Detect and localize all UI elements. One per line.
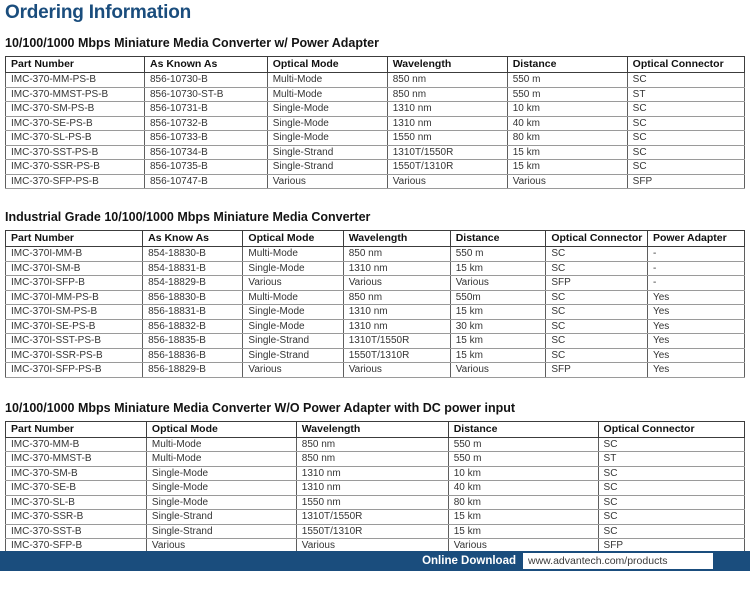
table-row <box>6 481 745 496</box>
table-cell: IMC-370-MMST-B <box>6 452 147 467</box>
table-cell: 856-18832-B <box>143 319 243 334</box>
table-cell: SFP <box>598 539 744 554</box>
column-header: Part Number <box>6 231 143 247</box>
table-cell: IMC-370-SE-PS-B <box>6 116 145 131</box>
table-cell: SC <box>598 437 744 452</box>
table-cell: SFP <box>546 276 648 291</box>
table-cell: IMC-370I-SM-PS-B <box>6 305 143 320</box>
table-cell: Multi-Mode <box>146 437 296 452</box>
table-cell: 856-10747-B <box>145 174 268 189</box>
table-row <box>6 495 745 510</box>
table-cell: 550m <box>450 290 546 305</box>
table-cell: IMC-370I-MM-B <box>6 247 143 262</box>
table-cell: IMC-370I-SSR-PS-B <box>6 348 143 363</box>
section-power-adapter <box>5 36 745 189</box>
table-cell: SC <box>598 481 744 496</box>
table-cell: Single-Strand <box>267 145 387 160</box>
column-header: Wavelength <box>296 421 448 437</box>
table-cell: IMC-370-MM-B <box>6 437 147 452</box>
table-cell: 550 m <box>507 87 627 102</box>
page-title: Ordering Information <box>5 2 192 23</box>
table-cell: Multi-Mode <box>243 247 343 262</box>
table-cell: 856-10734-B <box>145 145 268 160</box>
section-heading: 10/100/1000 Mbps Miniature Media Converter w/ Power Adapter <box>5 36 379 50</box>
table-cell: Various <box>243 363 343 378</box>
table-cell: 1310 nm <box>387 102 507 117</box>
column-header: Part Number <box>6 57 145 73</box>
table-row <box>6 305 745 320</box>
table-row <box>6 116 745 131</box>
table-cell: 15 km <box>448 510 598 525</box>
table-cell: 15 km <box>450 261 546 276</box>
table-cell: Various <box>448 539 598 554</box>
table-cell: IMC-370I-MM-PS-B <box>6 290 143 305</box>
table-cell: Yes <box>647 319 744 334</box>
table-cell: IMC-370-SSR-B <box>6 510 147 525</box>
table-cell: 10 km <box>507 102 627 117</box>
table-cell: Single-Mode <box>267 102 387 117</box>
table-cell: Various <box>243 276 343 291</box>
table-row <box>6 437 745 452</box>
table-cell: IMC-370-MMST-PS-B <box>6 87 145 102</box>
table-cell: 550 m <box>448 452 598 467</box>
table-cell: - <box>647 247 744 262</box>
table-row <box>6 524 745 539</box>
table-cell: IMC-370I-SM-B <box>6 261 143 276</box>
table-row <box>6 87 745 102</box>
table-cell: 40 km <box>448 481 598 496</box>
table-cell: 1310T/1550R <box>343 334 450 349</box>
table-cell: Yes <box>647 348 744 363</box>
table-cell: IMC-370-SFP-PS-B <box>6 174 145 189</box>
ordering-table-power-adapter <box>5 56 745 189</box>
table-cell: SC <box>627 131 744 146</box>
table-cell: ST <box>627 87 744 102</box>
table-cell: Yes <box>647 305 744 320</box>
table-cell: 1550T/1310R <box>387 160 507 175</box>
table-cell: 10 km <box>448 466 598 481</box>
table-cell: 15 km <box>448 524 598 539</box>
table-row <box>6 73 745 88</box>
table-cell: 80 km <box>507 131 627 146</box>
column-header: Optical Mode <box>146 421 296 437</box>
table-row <box>6 174 745 189</box>
table-row <box>6 348 745 363</box>
table-cell: 1310 nm <box>296 466 448 481</box>
header-row <box>6 231 745 247</box>
table-cell: 856-18835-B <box>143 334 243 349</box>
table-cell: 40 km <box>507 116 627 131</box>
section-industrial-grade <box>5 210 745 378</box>
table-cell: SC <box>598 524 744 539</box>
table-cell: 1310 nm <box>296 481 448 496</box>
table-cell: Various <box>450 276 546 291</box>
ordering-table-dc-input <box>5 421 745 554</box>
table-cell: Multi-Mode <box>146 452 296 467</box>
table-cell: IMC-370-MM-PS-B <box>6 73 145 88</box>
table-cell: Yes <box>647 334 744 349</box>
table-cell: Single-Mode <box>146 481 296 496</box>
table-cell: Single-Strand <box>267 160 387 175</box>
table-cell: Various <box>387 174 507 189</box>
table-row <box>6 261 745 276</box>
table-cell: 30 km <box>450 319 546 334</box>
column-header: Optical Mode <box>243 231 343 247</box>
column-header: As Known As <box>145 57 268 73</box>
table-cell: 1550 nm <box>387 131 507 146</box>
table-cell: 1550 nm <box>296 495 448 510</box>
table-cell: 856-10735-B <box>145 160 268 175</box>
table-cell: Various <box>146 539 296 554</box>
column-header: Distance <box>450 231 546 247</box>
table-cell: Single-Mode <box>267 131 387 146</box>
header-row <box>6 421 745 437</box>
table-cell: SC <box>627 145 744 160</box>
table-cell: SC <box>546 290 648 305</box>
table-cell: 1550T/1310R <box>296 524 448 539</box>
table-row <box>6 334 745 349</box>
column-header: Part Number <box>6 421 147 437</box>
table-cell: Various <box>450 363 546 378</box>
online-download-label: Online Download <box>422 555 516 567</box>
table-cell: Various <box>296 539 448 554</box>
column-header: Optical Mode <box>267 57 387 73</box>
table-row <box>6 290 745 305</box>
table-row <box>6 363 745 378</box>
table-cell: Various <box>343 276 450 291</box>
column-header: Distance <box>448 421 598 437</box>
table-cell: SC <box>598 495 744 510</box>
table-cell: IMC-370-SL-B <box>6 495 147 510</box>
table-cell: 856-10733-B <box>145 131 268 146</box>
table-cell: SC <box>546 261 648 276</box>
table-cell: 1310 nm <box>343 261 450 276</box>
table-cell: SC <box>627 160 744 175</box>
table-cell: 856-10731-B <box>145 102 268 117</box>
table-cell: 854-18830-B <box>143 247 243 262</box>
table-cell: IMC-370-SST-B <box>6 524 147 539</box>
table-cell: IMC-370-SL-PS-B <box>6 131 145 146</box>
table-cell: 1310T/1550R <box>296 510 448 525</box>
table-cell: 1310 nm <box>387 116 507 131</box>
table-cell: 550 m <box>450 247 546 262</box>
table-cell: 80 km <box>448 495 598 510</box>
table-cell: SFP <box>546 363 648 378</box>
table-row <box>6 160 745 175</box>
table-row <box>6 319 745 334</box>
table-cell: SC <box>546 319 648 334</box>
table-cell: 856-10730-B <box>145 73 268 88</box>
table-row <box>6 466 745 481</box>
column-header: Optical Connector <box>546 231 648 247</box>
table-row <box>6 276 745 291</box>
table-cell: Single-Mode <box>146 495 296 510</box>
column-header: As Know As <box>143 231 243 247</box>
table-cell: 15 km <box>507 160 627 175</box>
table-cell: SC <box>546 348 648 363</box>
table-cell: SC <box>627 102 744 117</box>
table-cell: IMC-370I-SFP-PS-B <box>6 363 143 378</box>
table-row <box>6 510 745 525</box>
table-cell: 854-18831-B <box>143 261 243 276</box>
table-cell: SC <box>546 305 648 320</box>
table-cell: 1310T/1550R <box>387 145 507 160</box>
ordering-table-industrial <box>5 230 745 378</box>
table-cell: SC <box>598 466 744 481</box>
table-cell: Yes <box>647 290 744 305</box>
table-cell: IMC-370-SM-PS-B <box>6 102 145 117</box>
table-cell: 856-10732-B <box>145 116 268 131</box>
table-cell: Yes <box>647 363 744 378</box>
table-cell: Multi-Mode <box>267 87 387 102</box>
header-row <box>6 57 745 73</box>
table-cell: 1550T/1310R <box>343 348 450 363</box>
table-cell: 550 m <box>448 437 598 452</box>
table-cell: Single-Mode <box>267 116 387 131</box>
column-header: Wavelength <box>343 231 450 247</box>
table-cell: SC <box>627 73 744 88</box>
table-cell: IMC-370-SFP-B <box>6 539 147 554</box>
table-row <box>6 102 745 117</box>
table-cell: 1310 nm <box>343 319 450 334</box>
table-cell: - <box>647 261 744 276</box>
table-cell: 1310 nm <box>343 305 450 320</box>
table-cell: IMC-370-SST-PS-B <box>6 145 145 160</box>
table-cell: 550 m <box>507 73 627 88</box>
table-cell: SC <box>546 334 648 349</box>
table-cell: SC <box>627 116 744 131</box>
table-row <box>6 247 745 262</box>
table-cell: Various <box>343 363 450 378</box>
table-cell: IMC-370-SM-B <box>6 466 147 481</box>
table-row <box>6 131 745 146</box>
table-cell: 15 km <box>450 334 546 349</box>
online-download-bar <box>0 551 750 571</box>
table-cell: Single-Strand <box>243 334 343 349</box>
table-cell: SC <box>546 247 648 262</box>
table-cell: 856-18830-B <box>143 290 243 305</box>
table-cell: 15 km <box>450 305 546 320</box>
table-row <box>6 452 745 467</box>
table-cell: Single-Mode <box>243 319 343 334</box>
table-cell: IMC-370-SE-B <box>6 481 147 496</box>
table-cell: 854-18829-B <box>143 276 243 291</box>
table-cell: 850 nm <box>387 87 507 102</box>
table-cell: Single-Strand <box>146 510 296 525</box>
table-cell: 856-18831-B <box>143 305 243 320</box>
column-header: Optical Connector <box>598 421 744 437</box>
table-cell: IMC-370I-SE-PS-B <box>6 319 143 334</box>
table-cell: Single-Mode <box>146 466 296 481</box>
table-cell: SFP <box>627 174 744 189</box>
table-cell: ST <box>598 452 744 467</box>
column-header: Power Adapter <box>647 231 744 247</box>
table-cell: SC <box>598 510 744 525</box>
column-header: Optical Connector <box>627 57 744 73</box>
table-cell: 850 nm <box>296 437 448 452</box>
table-cell: Multi-Mode <box>267 73 387 88</box>
table-cell: 856-18836-B <box>143 348 243 363</box>
table-cell: 856-18829-B <box>143 363 243 378</box>
column-header: Wavelength <box>387 57 507 73</box>
table-cell: IMC-370I-SST-PS-B <box>6 334 143 349</box>
table-cell: 15 km <box>450 348 546 363</box>
table-cell: Various <box>507 174 627 189</box>
table-row <box>6 145 745 160</box>
table-cell: Single-Mode <box>243 305 343 320</box>
table-cell: 850 nm <box>343 290 450 305</box>
table-cell: Single-Strand <box>243 348 343 363</box>
table-cell: 856-10730-ST-B <box>145 87 268 102</box>
table-cell: Single-Mode <box>243 261 343 276</box>
download-url[interactable]: www.advantech.com/products <box>523 553 713 569</box>
table-cell: Single-Strand <box>146 524 296 539</box>
section-heading: Industrial Grade 10/100/1000 Mbps Miniature Media Converter <box>5 210 371 224</box>
section-dc-power-input <box>5 401 745 554</box>
column-header: Distance <box>507 57 627 73</box>
table-cell: IMC-370I-SFP-B <box>6 276 143 291</box>
table-cell: IMC-370-SSR-PS-B <box>6 160 145 175</box>
section-heading: 10/100/1000 Mbps Miniature Media Converter W/O Power Adapter with DC power input <box>5 400 516 415</box>
table-cell: 15 km <box>507 145 627 160</box>
table-cell: - <box>647 276 744 291</box>
table-cell: 850 nm <box>387 73 507 88</box>
table-cell: 850 nm <box>343 247 450 262</box>
table-cell: Multi-Mode <box>243 290 343 305</box>
table-cell: 850 nm <box>296 452 448 467</box>
table-cell: Various <box>267 174 387 189</box>
